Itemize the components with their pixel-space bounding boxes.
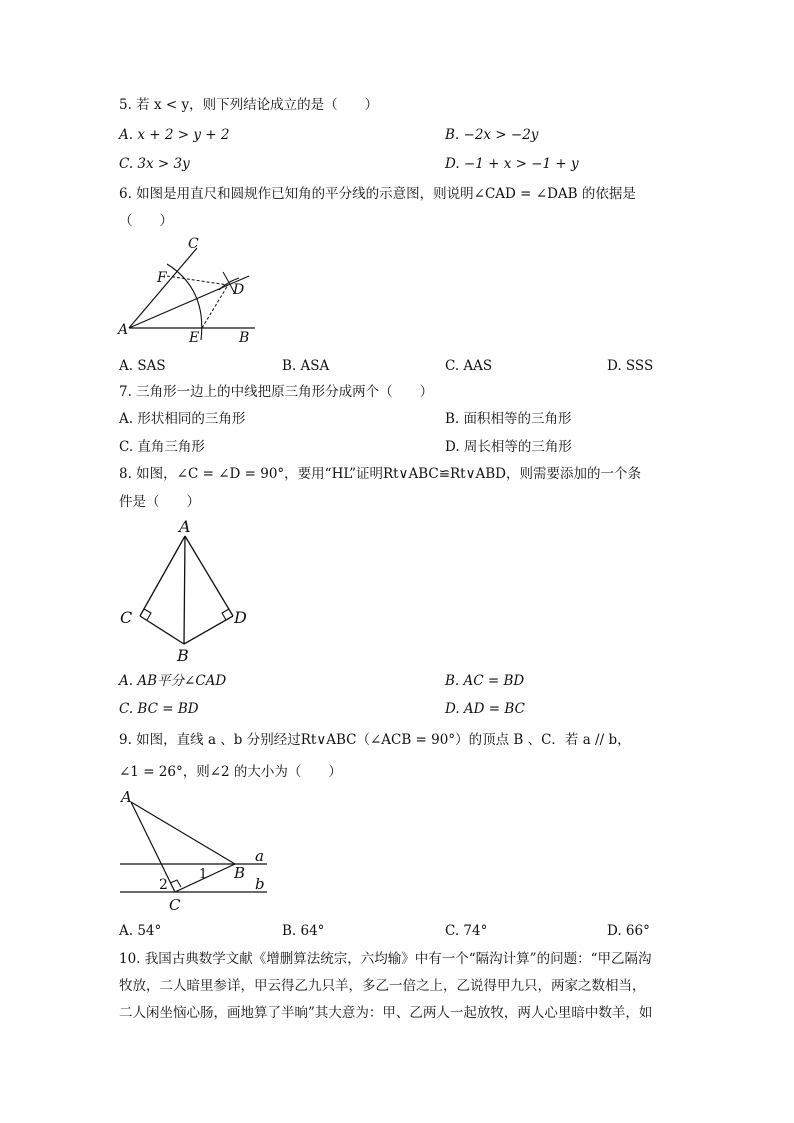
q6-angle-bisector-figure: [115, 234, 265, 346]
angle-1-label: 1: [199, 867, 208, 882]
label-b: B: [177, 646, 189, 664]
q8-stem-cont: 件是（ ）: [119, 494, 200, 510]
q6-stem-cont: （ ）: [119, 213, 173, 229]
q6-option-b: B. ASA: [282, 358, 330, 374]
label-b: B: [239, 330, 250, 346]
label-b: B: [234, 864, 246, 882]
q7-stem: 7. 三角形一边上的中线把原三角形分成两个（ ）: [119, 384, 434, 400]
label-c: C: [169, 896, 181, 914]
label-a: A: [121, 788, 132, 806]
q6-option-c: C. AAS: [445, 358, 493, 374]
label-line-a: a: [255, 847, 264, 865]
q8-option-a: A. AB平分∠CAD: [119, 673, 227, 689]
label-a: A: [179, 517, 191, 536]
ray-ac: [129, 248, 197, 328]
label-d: D: [234, 608, 247, 627]
angle-2-label: 2: [159, 877, 168, 893]
label-c: C: [188, 236, 199, 252]
q6-option-a: A. SAS: [119, 358, 166, 374]
q5-option-b: B. −2x > −2y: [445, 127, 539, 143]
q9-option-d: D. 66°: [607, 923, 650, 939]
q10-line-3: 二人闲坐恼心肠，画地算了半晌”其大意为：甲、乙两人一起放牧，两人心里暗中数羊，如: [119, 1005, 653, 1021]
compass-arc: [167, 264, 202, 340]
label-f: F: [157, 270, 167, 286]
q9-option-a: A. 54°: [119, 923, 162, 939]
q9-option-b: B. 64°: [282, 923, 325, 939]
q5-option-a: A. x + 2 > y + 2: [119, 127, 230, 143]
q10-line-1: 10. 我国古典数学文献《增删算法统宗，六均输》中有一个“隔沟计算”的问题：“甲乙隔沟: [119, 951, 652, 967]
label-line-b: b: [255, 875, 265, 893]
q7-option-c: C. 直角三角形: [119, 439, 205, 455]
side-db: [184, 616, 233, 644]
q7-option-b: B. 面积相等的三角形: [445, 411, 572, 427]
q5-option-c: C. 3x > 3y: [119, 156, 190, 172]
q6-stem: 6. 如图是用直尺和圆规作已知角的平分线的示意图，则说明∠CAD = ∠DAB 的依据是: [119, 186, 636, 202]
label-e: E: [189, 330, 200, 346]
q8-option-b: B. AC = BD: [445, 673, 525, 689]
q5-option-d: D. −1 + x > −1 + y: [445, 156, 579, 172]
label-a: A: [118, 322, 129, 338]
dash-ed: [202, 285, 228, 328]
q9-stem-cont: ∠1 = 26°，则∠2 的大小为（ ）: [119, 764, 342, 780]
label-d: D: [233, 282, 245, 298]
q7-option-a: A. 形状相同的三角形: [119, 411, 246, 427]
side-ad: [185, 536, 233, 616]
q9-stem: 9. 如图，直线 a 、b 分别经过Rt∨ABC（∠ACB = 90°）的顶点 B 、C．若 a // b，: [119, 732, 631, 748]
side-ab: [184, 536, 185, 644]
q8-kite-figure: [115, 516, 255, 664]
label-c: C: [120, 608, 133, 627]
q8-option-c: C. BC = BD: [119, 701, 199, 717]
q9-parallel-lines-figure: [115, 786, 275, 914]
q5-stem: 5. 若 x < y，则下列结论成立的是（ ）: [119, 97, 379, 113]
q8-option-d: D. AD = BC: [445, 701, 525, 717]
q9-option-c: C. 74°: [445, 923, 488, 939]
q7-option-d: D. 周长相等的三角形: [445, 439, 572, 455]
right-angle-c: [144, 609, 151, 620]
dash-fd: [167, 276, 228, 285]
side-cb: [140, 616, 184, 644]
q8-stem: 8. 如图，∠C = ∠D = 90°，要用“HL”证明Rt∨ABC≌Rt∨ABD，则需要添加的一个条: [119, 466, 641, 482]
q6-option-d: D. SSS: [607, 358, 654, 374]
side-ac: [140, 536, 185, 616]
q10-line-2: 牧放，二人暗里参详，甲云得乙九只羊，多乙一倍之上，乙说得甲九只，两家之数相当，: [119, 978, 646, 994]
